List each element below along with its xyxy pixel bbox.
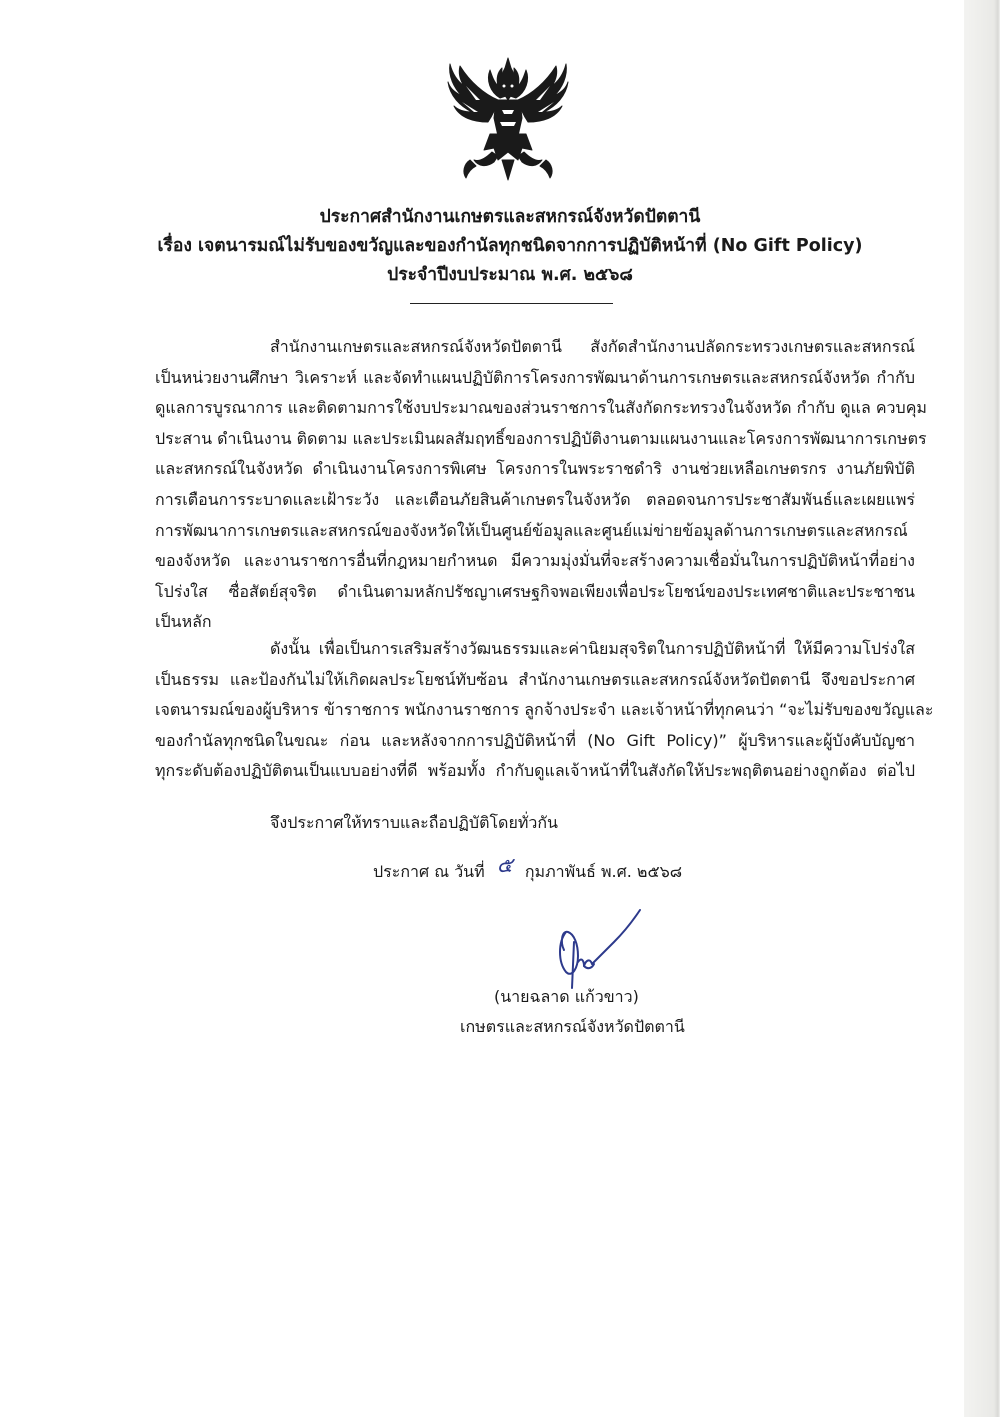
text-line: การพัฒนาการเกษตรและสหกรณ์ของจังหวัดให้เป็นศูนย์ข้อมูลและศูนย์แม่ข่ายข้อมูลด้านการเกษตรและสหกรณ์	[155, 520, 908, 540]
document-heading	[150, 203, 870, 290]
text-line: ของกำนัลทุกชนิดในขณะ ก่อน และหลังจากการปฏิบัติหน้าที่ (No Gift Policy)” ผู้บริหารและผู้บังคับบัญชา	[155, 730, 915, 750]
text-line: ดังนั้น เพื่อเป็นการเสริมสร้างวัฒนธรรมและค่านิยมสุจริตในการปฏิบัติหน้าที่ ให้มีความโปร่งใส	[270, 639, 915, 658]
date-day-handwritten: ๕	[496, 853, 513, 877]
heading-line-1: ประกาศสำนักงานเกษตรและสหกรณ์จังหวัดปัตตานี	[319, 207, 701, 227]
text-line: ทุกระดับต้องปฏิบัติตนเป็นแบบอย่างที่ดี พร้อมทั้ง กำกับดูแลเจ้าหน้าที่ในสังกัดให้ประพฤติตนอย่างถูกต้อง ต่อไป	[155, 761, 915, 781]
heading-subject: เรื่อง เจตนารมณ์ไม่รับของขวัญและของกำนัลทุกชนิดจากการปฏิบัติหน้าที่ (No Gift Policy)	[157, 236, 863, 256]
date-prefix: ประกาศ ณ วันที่	[373, 862, 485, 881]
text-line: ประสาน ดำเนินงาน ติดตาม และประเมินผลสัมฤทธิ์ของการปฏิบัติงานตามแผนงานและโครงการพัฒนาการเกษตร	[155, 428, 927, 448]
text-line: เป็นหลัก	[155, 612, 212, 632]
date-month-year: กุมภาพันธ์ พ.ศ. ๒๕๖๘	[524, 862, 683, 881]
heading-divider	[410, 303, 613, 304]
text-line: โปร่งใส ซื่อสัตย์สุจริต ดำเนินตามหลักปรัชญาเศรษฐกิจพอเพียงเพื่อประโยชน์ของประเทศชาติและประชาชน	[155, 581, 915, 601]
text-line: ดูแลการบูรณาการ และติดตามการใช้งบประมาณของส่วนราชการในสังกัดกระทรวงในจังหวัด กำกับ ดูแล ควบคุม	[155, 398, 927, 418]
text-line: เป็นหน่วยงานศึกษา วิเคราะห์ และจัดทำแผนปฏิบัติการโครงการพัฒนาด้านการเกษตรและสหกรณ์จังหวัด กำกับ	[155, 367, 915, 387]
text-line: เจตนารมณ์ของผู้บริหาร ข้าราชการ พนักงานราชการ ลูกจ้างประจำ และเจ้าหน้าที่ทุกคนว่า “จะไม่รับของขวัญและ	[155, 700, 934, 720]
announcement-date	[373, 854, 682, 887]
garuda-emblem-icon	[446, 56, 570, 186]
text-line: เป็นธรรม และป้องกันไม่ให้เกิดผลประโยชน์ทับซ้อน สำนักงานเกษตรและสหกรณ์จังหวัดปัตตานี จึงขอประกาศ	[155, 669, 915, 689]
heading-fiscal-year: ประจำปีงบประมาณ พ.ศ. ๒๕๖๘	[387, 265, 633, 285]
signer-name: (นายฉลาด แก้วขาว)	[494, 987, 639, 1006]
text-line: และสหกรณ์ในจังหวัด ดำเนินงานโครงการพิเศษ โครงการในพระราชดำริ งานช่วยเหลือเกษตรกร งานภัยพิบัติ	[155, 459, 915, 479]
closing-statement: จึงประกาศให้ทราบและถือปฏิบัติโดยทั่วกัน	[270, 813, 558, 832]
text-line: ของจังหวัด และงานราชการอื่นที่กฎหมายกำหนด มีความมุ่งมั่นที่จะสร้างความเชื่อมั่นในการปฏิบัติหน้าที่อย่าง	[155, 551, 915, 571]
page-edge	[964, 0, 1000, 1417]
text-line: สำนักงานเกษตรและสหกรณ์จังหวัดปัตตานี สังกัดสำนักงานปลัดกระทรวงเกษตรและสหกรณ์	[270, 337, 915, 356]
handwritten-signature-icon	[548, 902, 648, 992]
signer-position: เกษตรและสหกรณ์จังหวัดปัตตานี	[460, 1017, 685, 1036]
text-line: การเตือนการระบาดและเฝ้าระวัง และเตือนภัยสินค้าเกษตรในจังหวัด ตลอดจนการประชาสัมพันธ์และเผยแพร่	[155, 489, 915, 509]
paragraph-2	[155, 634, 934, 787]
paragraph-1	[155, 332, 927, 638]
